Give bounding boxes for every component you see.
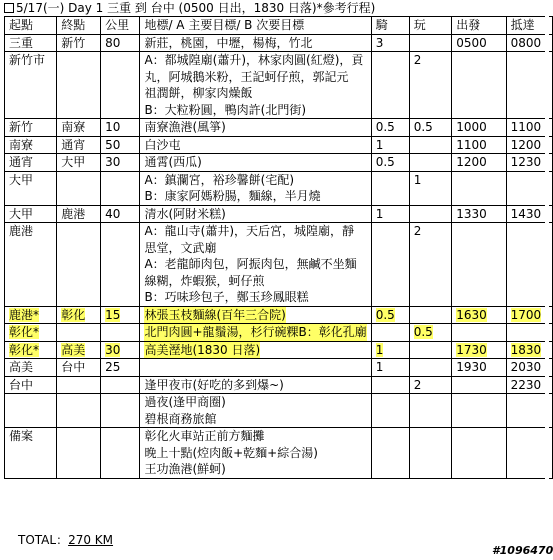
cell-km	[101, 306, 140, 324]
cell-arrive-value: 1100	[510, 120, 542, 134]
cell-ride	[371, 205, 409, 223]
cell-landmarks	[140, 341, 371, 359]
landmark-line: 南寮漁港(風箏)	[144, 120, 226, 134]
cell-marker-icon	[4, 3, 14, 13]
table-row	[5, 171, 553, 205]
cell-play	[409, 359, 452, 377]
cell-depart	[452, 324, 506, 342]
cell-km-value: 15	[105, 307, 121, 322]
cell-depart	[452, 205, 506, 223]
cell-km-value: 50	[105, 137, 121, 152]
cell-km	[101, 52, 140, 119]
cell-ride-value: 1	[375, 206, 384, 221]
cell-ride	[371, 34, 409, 52]
landmark-line: B：大粒粉圓，鴨肉許(北門街)	[144, 102, 307, 117]
cell-end	[57, 171, 101, 205]
cell-play	[409, 171, 452, 205]
cell-ride	[371, 341, 409, 359]
cell-play-value: 2	[413, 224, 422, 238]
cell-end-value: 南寮	[61, 120, 86, 134]
cell-start	[5, 223, 57, 307]
landmark-line: 新莊，桃園，中壢，楊梅，竹北	[144, 35, 313, 50]
cell-ride	[371, 306, 409, 324]
landmark-line: 祖潤餅，柳家肉燥飯	[144, 86, 253, 100]
landmark-line: 白沙屯	[144, 137, 181, 152]
cell-km	[101, 341, 140, 359]
table-row	[5, 136, 553, 154]
header-cell-km: 公里	[101, 17, 140, 35]
cell-arrive-value: 2030	[510, 360, 542, 374]
total-line	[18, 531, 113, 548]
table-row	[5, 306, 553, 324]
cell-landmarks	[140, 205, 371, 223]
header-cell-ride: 騎	[371, 17, 409, 35]
table-row	[5, 359, 553, 377]
cell-landmarks	[140, 119, 371, 137]
cell-arrive-value: 1430	[510, 206, 542, 221]
table-row	[5, 223, 553, 307]
cell-play-value: 1	[413, 172, 422, 187]
cell-play-value: 2	[413, 377, 422, 392]
cell-depart	[452, 428, 506, 479]
cell-start-value: 大甲	[9, 206, 34, 221]
cell-km	[101, 376, 140, 394]
cell-km	[101, 34, 140, 52]
landmark-line: 林張玉枝麵線(百年三合院)	[144, 307, 286, 322]
cell-depart-value: 1200	[456, 155, 487, 169]
cell-depart	[452, 52, 506, 119]
cell-start	[5, 154, 57, 172]
cell-ride	[371, 171, 409, 205]
title-text: 5/17(一) Day 1 三重 到 台中 (0500 日出，1830 日落)*參考行程)	[16, 1, 376, 15]
table-header-row	[5, 17, 553, 35]
cell-start	[5, 324, 57, 342]
cell-start	[5, 376, 57, 394]
header-cell-arrive: 抵達	[506, 17, 552, 35]
cell-start	[5, 341, 57, 359]
cell-start-value: 新竹市	[9, 53, 46, 67]
cell-play	[409, 136, 452, 154]
landmark-line: A：老龍師肉包，阿振肉包，無鹹不坐麵	[144, 257, 357, 271]
cell-ride-value: 0.5	[375, 120, 395, 134]
cell-km	[101, 171, 140, 205]
landmark-line: 過夜(逢甲商圈)	[144, 395, 226, 409]
cell-depart-value: 1930	[456, 360, 487, 374]
table-row	[5, 324, 553, 342]
cell-landmarks	[140, 34, 371, 52]
cell-start-value: 新竹	[9, 120, 34, 134]
cell-end-value: 通宵	[61, 137, 86, 152]
cell-end-value: 鹿港	[61, 206, 86, 221]
cell-ride	[371, 359, 409, 377]
cell-play	[409, 428, 452, 479]
landmark-line: 清水(阿財米糕)	[144, 206, 226, 221]
cell-km-value: 40	[105, 206, 121, 221]
cell-end	[57, 205, 101, 223]
cell-depart-value: 1000	[456, 120, 487, 134]
cell-play	[409, 119, 452, 137]
cell-play	[409, 223, 452, 307]
cell-km	[101, 154, 140, 172]
cell-landmarks	[140, 359, 371, 377]
cell-ride	[371, 376, 409, 394]
cell-end	[57, 359, 101, 377]
cell-start-value: 鹿港	[9, 224, 34, 238]
cell-end	[57, 306, 101, 324]
cell-landmarks	[140, 376, 371, 394]
cell-arrive-value: 1230	[510, 155, 542, 169]
table-row	[5, 394, 553, 428]
cell-depart	[452, 119, 506, 137]
cell-arrive-value: 1200	[510, 137, 542, 152]
cell-end	[57, 34, 101, 52]
landmark-line: 碧根商務旅館	[144, 411, 217, 426]
cell-landmarks	[140, 324, 371, 342]
cell-depart	[452, 171, 506, 205]
landmark-line: 思堂，文武廟	[144, 240, 217, 255]
landmark-line: 線糊，炸蝦猴，蚵仔煎	[144, 273, 265, 288]
cell-depart	[452, 223, 506, 307]
landmark-line: 王功漁港(鮮蚵)	[144, 462, 226, 476]
cell-end-value: 台中	[61, 360, 86, 374]
cell-start-value: 彰化*	[9, 325, 40, 339]
cell-arrive-value: 0800	[510, 35, 542, 50]
landmark-line: 晚上十點(焢肉飯+乾麵+綜合湯)	[144, 445, 318, 460]
cell-start	[5, 359, 57, 377]
cell-start	[5, 171, 57, 205]
landmark-line: B：彰化孔廟	[298, 325, 367, 339]
cell-ride	[371, 154, 409, 172]
cell-ride-value: 1	[375, 137, 384, 152]
cell-ride	[371, 52, 409, 119]
cell-end-value: 彰化	[61, 307, 86, 322]
header-cell-end: 終點	[57, 17, 101, 35]
cell-start	[5, 394, 57, 428]
cell-ride-value: 0.5	[375, 155, 395, 169]
cell-km	[101, 428, 140, 479]
landmark-line: A：龍山寺(蕭井)，天后宮，城隍廟，靜	[144, 224, 355, 238]
cell-km-value: 30	[105, 342, 121, 357]
cell-km	[101, 359, 140, 377]
cell-end	[57, 428, 101, 479]
cell-play	[409, 324, 452, 342]
cell-landmarks	[140, 154, 371, 172]
cell-km-value: 10	[105, 120, 121, 134]
itinerary-table	[4, 16, 553, 479]
cell-start-value: 高美	[9, 360, 34, 374]
cell-start-value: 彰化*	[9, 342, 40, 357]
cell-play	[409, 306, 452, 324]
cell-end	[57, 376, 101, 394]
cell-play	[409, 154, 452, 172]
cell-km	[101, 394, 140, 428]
cell-landmarks	[140, 223, 371, 307]
cell-start	[5, 428, 57, 479]
cell-end	[57, 52, 101, 119]
cell-end-value: 大甲	[61, 155, 86, 169]
cell-start-value: 備案	[9, 429, 34, 443]
cell-km	[101, 205, 140, 223]
total-value: 270 KM	[68, 533, 114, 547]
cell-arrive-value: 1830	[510, 342, 542, 357]
landmark-line	[144, 359, 366, 375]
cell-end	[57, 136, 101, 154]
cell-start-value: 南寮	[9, 137, 34, 152]
cell-end-value: 新竹	[61, 35, 86, 50]
table-row	[5, 341, 553, 359]
cell-landmarks	[140, 52, 371, 119]
cell-start-value: 台中	[9, 377, 34, 392]
image-stamp: #1096470	[492, 544, 553, 557]
cell-depart	[452, 359, 506, 377]
header-cell-start: 起點	[5, 17, 57, 35]
cell-play	[409, 205, 452, 223]
header-cell-depart: 出發	[452, 17, 506, 35]
cell-depart-value: 1630	[456, 307, 487, 322]
cell-depart	[452, 154, 506, 172]
cell-start-value: 鹿港*	[9, 307, 40, 322]
cell-start	[5, 205, 57, 223]
cell-start	[5, 306, 57, 324]
cell-end	[57, 154, 101, 172]
landmark-line: A：鎮瀾宮，裕珍馨餅(宅配)	[144, 172, 295, 187]
cell-landmarks	[140, 136, 371, 154]
cell-play	[409, 52, 452, 119]
cell-end	[57, 223, 101, 307]
cell-depart-value: 1730	[456, 342, 487, 357]
total-label: TOTAL：	[18, 533, 69, 547]
cell-start-value: 三重	[9, 35, 34, 50]
landmark-line: 通霄(西瓜)	[144, 155, 202, 169]
landmark-line: B：康家阿媽粉腸，麵線，半月燒	[144, 189, 321, 203]
cell-start	[5, 136, 57, 154]
cell-ride	[371, 428, 409, 479]
cell-km-value: 30	[105, 155, 121, 169]
cell-start-value: 大甲	[9, 172, 34, 187]
cell-ride	[371, 136, 409, 154]
cell-depart	[452, 34, 506, 52]
cell-play-value: 2	[413, 53, 422, 67]
cell-ride	[371, 394, 409, 428]
cell-km	[101, 223, 140, 307]
table-row	[5, 376, 553, 394]
table-row	[5, 205, 553, 223]
landmark-line: 北門肉圓+龍鬚湯，杉行碗粿	[144, 325, 299, 339]
cell-km-value: 25	[105, 360, 121, 374]
cell-depart-value: 0500	[456, 35, 487, 50]
cell-landmarks	[140, 394, 371, 428]
table-row	[5, 119, 553, 137]
cell-depart	[452, 306, 506, 324]
table-row	[5, 154, 553, 172]
table-row	[5, 52, 553, 119]
cell-km	[101, 136, 140, 154]
cell-ride-value: 0.5	[375, 307, 395, 322]
cell-ride	[371, 119, 409, 137]
cell-arrive-value: 1700	[510, 307, 542, 322]
cell-arrive-value: 2230	[510, 377, 542, 392]
header-cell-play: 玩	[409, 17, 452, 35]
cell-landmarks	[140, 428, 371, 479]
cell-km	[101, 324, 140, 342]
cell-play-value: 0.5	[413, 325, 433, 339]
cell-end-value: 高美	[61, 342, 86, 357]
landmark-line: A：都城隍廟(蕭升)，林家肉圓(紅燈)，貢	[144, 53, 364, 67]
cell-depart-value: 1100	[456, 137, 487, 152]
right-border	[545, 0, 549, 528]
cell-end	[57, 394, 101, 428]
cell-play	[409, 34, 452, 52]
cell-depart-value: 1330	[456, 206, 487, 221]
landmark-line: 逢甲夜市(好吃的多到爆~)	[144, 377, 284, 392]
sheet-title	[4, 1, 375, 15]
cell-play	[409, 376, 452, 394]
cell-play-value: 0.5	[413, 120, 433, 134]
cell-start	[5, 34, 57, 52]
cell-start	[5, 52, 57, 119]
cell-play	[409, 341, 452, 359]
cell-depart	[452, 376, 506, 394]
cell-end	[57, 119, 101, 137]
cell-ride-value: 1	[375, 360, 384, 374]
cell-depart	[452, 394, 506, 428]
cell-landmarks	[140, 171, 371, 205]
cell-depart	[452, 341, 506, 359]
landmark-line: 彰化火車站正前方麵攤	[144, 429, 265, 443]
landmark-line: 高美溼地(1830 日落)	[144, 342, 261, 357]
table-row	[5, 428, 553, 479]
landmark-line: 丸，阿城鵝米粉，王記蚵仔煎，郭記元	[144, 69, 349, 84]
cell-start	[5, 119, 57, 137]
cell-ride-value: 1	[375, 342, 384, 357]
cell-ride	[371, 223, 409, 307]
cell-play	[409, 394, 452, 428]
cell-depart	[452, 136, 506, 154]
table-row	[5, 34, 553, 52]
cell-ride-value: 3	[375, 35, 384, 50]
cell-km	[101, 119, 140, 137]
landmark-line: B：巧味珍包子，鄭玉珍鳳眼糕	[144, 290, 309, 304]
cell-end	[57, 341, 101, 359]
cell-end	[57, 324, 101, 342]
cell-landmarks	[140, 306, 371, 324]
cell-km-value: 80	[105, 35, 121, 50]
header-cell-landmarks: 地標/ A 主要目標/ B 次要目標	[140, 17, 371, 35]
cell-start-value: 通宵	[9, 155, 34, 169]
cell-ride	[371, 324, 409, 342]
